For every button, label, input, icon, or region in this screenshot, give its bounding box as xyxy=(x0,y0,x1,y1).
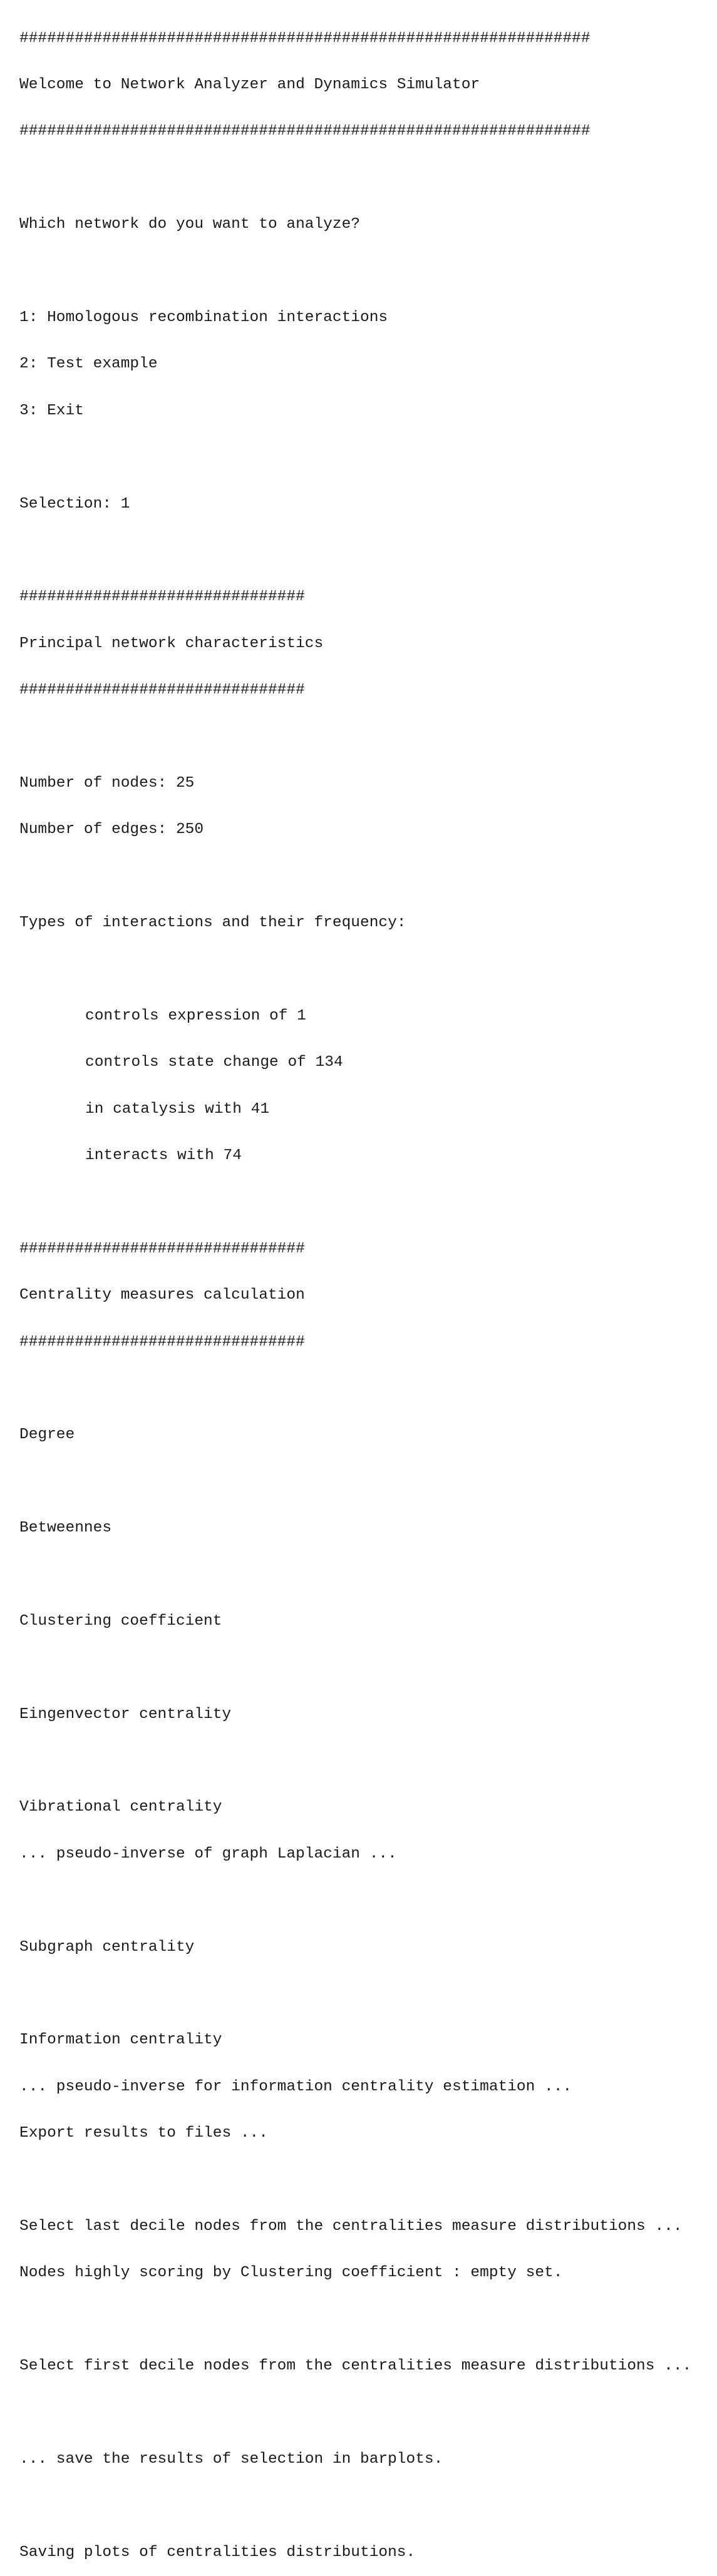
blank-line xyxy=(19,1754,708,1769)
interaction-type: controls expression of 1 xyxy=(85,1007,306,1025)
blank-line xyxy=(19,962,708,978)
nodes-count: Number of nodes: 25 xyxy=(19,774,195,792)
saving-plots-status: Saving plots of centralities distributions. xyxy=(19,2543,416,2561)
centrality-border-bottom: ############################### xyxy=(19,1333,305,1351)
blank-line xyxy=(19,1660,708,1676)
centrality-vibrational: Vibrational centrality xyxy=(19,1799,222,1816)
centrality-information: Information centrality xyxy=(19,2032,222,2049)
blank-line xyxy=(19,543,708,559)
banner-border-bottom: ############################################################## xyxy=(19,123,591,140)
blank-line xyxy=(19,1475,708,1490)
interaction-type: in catalysis with 41 xyxy=(85,1100,270,1118)
network-question: Which network do you want to analyze? xyxy=(19,216,360,233)
blank-line xyxy=(19,2173,708,2189)
export-status: Export results to files ... xyxy=(19,2125,268,2142)
terminal-output xyxy=(19,0,708,2576)
blank-line xyxy=(19,264,708,280)
menu-option-2: 2: Test example xyxy=(19,355,158,373)
characteristics-border-bottom: ############################### xyxy=(19,682,305,699)
selection-input[interactable]: Selection: 1 xyxy=(19,495,130,513)
centrality-border-top: ############################### xyxy=(19,1240,305,1257)
centrality-degree: Degree xyxy=(19,1426,75,1444)
blank-line xyxy=(19,1381,708,1397)
interaction-type: interacts with 74 xyxy=(85,1147,242,1164)
highly-scoring-status: Nodes highly scoring by Clustering coefficient : empty set. xyxy=(19,2264,563,2282)
blank-line xyxy=(19,2498,708,2514)
centrality-clustering: Clustering coefficient xyxy=(19,1612,222,1630)
blank-line xyxy=(19,450,708,466)
edges-count: Number of edges: 250 xyxy=(19,821,204,839)
interaction-types-heading: Types of interactions and their frequency: xyxy=(19,914,406,932)
barplots-status: ... save the results of selection in barplots. xyxy=(19,2450,443,2468)
banner-border-top: ############################################################## xyxy=(19,29,591,47)
blank-line xyxy=(19,729,708,745)
blank-line xyxy=(19,1986,708,2002)
menu-option-3: 3: Exit xyxy=(19,402,84,419)
centrality-subgraph: Subgraph centrality xyxy=(19,1938,195,1956)
banner-title: Welcome to Network Analyzer and Dynamics Simulator xyxy=(19,76,480,93)
vibrational-note: ... pseudo-inverse of graph Laplacian ... xyxy=(19,1845,397,1863)
centrality-eigenvector: Eingenvector centrality xyxy=(19,1705,232,1723)
characteristics-border-top: ############################### xyxy=(19,588,305,606)
last-decile-status: Select last decile nodes from the centralities measure distributions ... xyxy=(19,2217,683,2235)
blank-line xyxy=(19,2313,708,2328)
blank-line xyxy=(19,171,708,187)
blank-line xyxy=(19,1893,708,1909)
menu-option-1: 1: Homologous recombination interactions xyxy=(19,309,388,326)
first-decile-status: Select first decile nodes from the centralities measure distributions ... xyxy=(19,2358,692,2375)
interaction-type: controls state change of 134 xyxy=(85,1054,343,1071)
blank-line xyxy=(19,2406,708,2421)
centrality-betweennes: Betweennes xyxy=(19,1520,112,1537)
blank-line xyxy=(19,1567,708,1583)
blank-line xyxy=(19,869,708,885)
blank-line xyxy=(19,1195,708,1210)
centrality-title: Centrality measures calculation xyxy=(19,1287,305,1304)
information-note: ... pseudo-inverse for information centrality estimation ... xyxy=(19,2078,572,2095)
characteristics-title: Principal network characteristics xyxy=(19,635,324,652)
